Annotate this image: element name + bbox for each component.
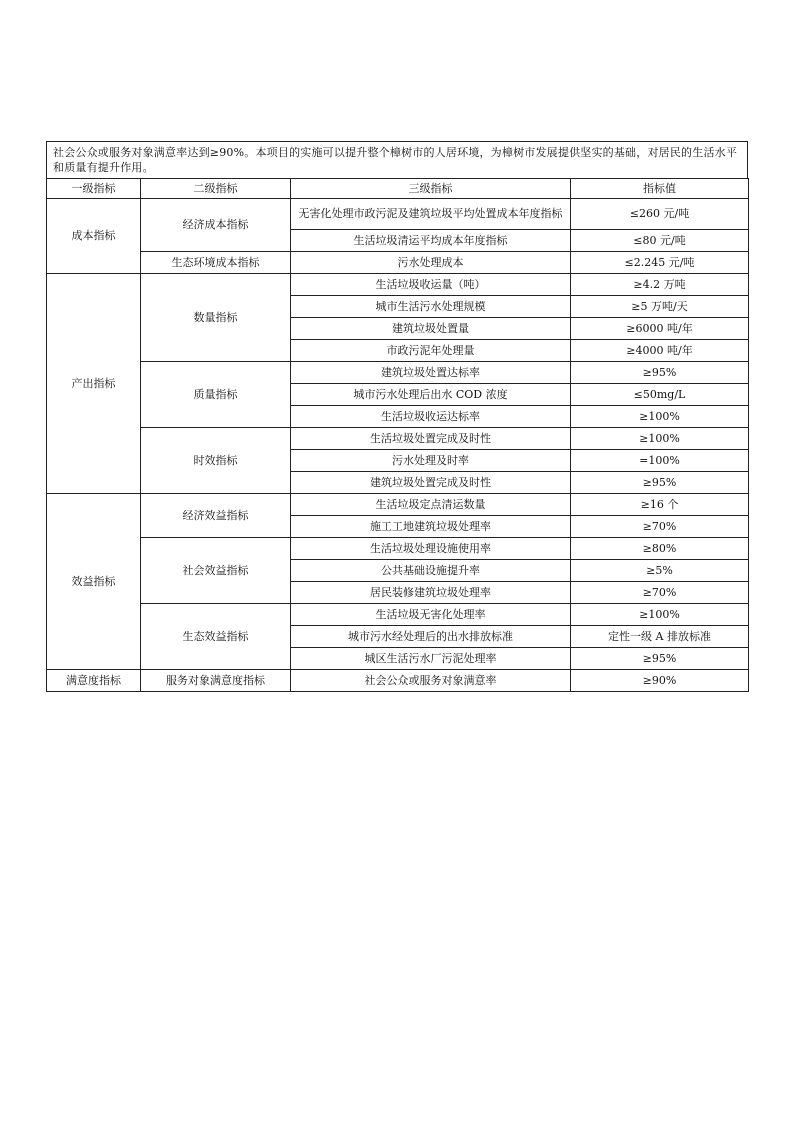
value-cell: ≤80 元/吨: [571, 230, 749, 252]
level2-econ-benefit: 经济效益指标: [141, 494, 291, 538]
table-row: [47, 538, 749, 560]
value-cell: ≥95%: [571, 472, 749, 494]
value-cell: ≥16 个: [571, 494, 749, 516]
table-row: [47, 670, 749, 692]
metric-cell: 社会公众或服务对象满意率: [291, 670, 571, 692]
value-cell: =100%: [571, 450, 749, 472]
header-level3: 三级指标: [291, 179, 571, 199]
level2-quality: 质量指标: [141, 362, 291, 428]
metric-cell: 公共基础设施提升率: [291, 560, 571, 582]
value-cell: ≥70%: [571, 582, 749, 604]
table-header-row: [47, 179, 749, 199]
level2-eco-cost: 生态环境成本指标: [141, 252, 291, 274]
metric-cell: 城区生活污水厂污泥处理率: [291, 648, 571, 670]
value-cell: ≤50mg/L: [571, 384, 749, 406]
metric-cell: 建筑垃圾处置量: [291, 318, 571, 340]
indicator-table: [46, 178, 749, 692]
level2-eco-benefit: 生态效益指标: [141, 604, 291, 670]
value-cell: ≥5%: [571, 560, 749, 582]
header-level1: 一级指标: [47, 179, 141, 199]
value-cell: ≥70%: [571, 516, 749, 538]
value-cell: ≤260 元/吨: [571, 199, 749, 230]
value-cell: ≥80%: [571, 538, 749, 560]
value-cell: ≥95%: [571, 362, 749, 384]
table-row: [47, 252, 749, 274]
table-row: [47, 428, 749, 450]
value-cell: ≥90%: [571, 670, 749, 692]
header-level2: 二级指标: [141, 179, 291, 199]
level2-timeliness: 时效指标: [141, 428, 291, 494]
value-cell: ≤2.245 元/吨: [571, 252, 749, 274]
metric-cell: 生活垃圾清运平均成本年度指标: [291, 230, 571, 252]
level2-service-satisfaction: 服务对象满意度指标: [141, 670, 291, 692]
metric-cell: 城市生活污水处理规模: [291, 296, 571, 318]
value-cell: ≥5 万吨/天: [571, 296, 749, 318]
value-cell: ≥95%: [571, 648, 749, 670]
intro-paragraph: 社会公众或服务对象满意率达到≥90%。本项目的实施可以提升整个樟树市的人居环境，为樟树市发展提供坚实的基础，对居民的生活水平和质量有提升作用。: [46, 141, 748, 178]
level1-benefit: 效益指标: [47, 494, 141, 670]
table-row: [47, 199, 749, 230]
metric-cell: 建筑垃圾处置达标率: [291, 362, 571, 384]
table-row: [47, 494, 749, 516]
metric-cell: 生活垃圾收运达标率: [291, 406, 571, 428]
value-cell: 定性一级 A 排放标准: [571, 626, 749, 648]
value-cell: ≥4.2 万吨: [571, 274, 749, 296]
metric-cell: 建筑垃圾处置完成及时性: [291, 472, 571, 494]
value-cell: ≥100%: [571, 428, 749, 450]
level2-social-benefit: 社会效益指标: [141, 538, 291, 604]
metric-cell: 生活垃圾处理设施使用率: [291, 538, 571, 560]
metric-cell: 市政污泥年处理量: [291, 340, 571, 362]
metric-cell: 污水处理及时率: [291, 450, 571, 472]
level2-econ-cost: 经济成本指标: [141, 199, 291, 252]
metric-cell: 生活垃圾收运量（吨）: [291, 274, 571, 296]
metric-cell: 城市污水经处理后的出水排放标准: [291, 626, 571, 648]
metric-cell: 施工工地建筑垃圾处理率: [291, 516, 571, 538]
value-cell: ≥100%: [571, 406, 749, 428]
table-row: [47, 362, 749, 384]
metric-cell: 生活垃圾处置完成及时性: [291, 428, 571, 450]
table-row: [47, 604, 749, 626]
table-row: [47, 274, 749, 296]
metric-cell: 生活垃圾无害化处理率: [291, 604, 571, 626]
header-value: 指标值: [571, 179, 749, 199]
level1-output: 产出指标: [47, 274, 141, 494]
metric-cell: 居民装修建筑垃圾处理率: [291, 582, 571, 604]
metric-cell: 生活垃圾定点清运数量: [291, 494, 571, 516]
level1-cost: 成本指标: [47, 199, 141, 274]
metric-cell: 污水处理成本: [291, 252, 571, 274]
value-cell: ≥100%: [571, 604, 749, 626]
value-cell: ≥6000 吨/年: [571, 318, 749, 340]
value-cell: ≥4000 吨/年: [571, 340, 749, 362]
performance-indicator-document: [46, 141, 748, 692]
metric-cell: 无害化处理市政污泥及建筑垃圾平均处置成本年度指标: [291, 199, 571, 230]
metric-cell: 城市污水处理后出水 COD 浓度: [291, 384, 571, 406]
level2-quantity: 数量指标: [141, 274, 291, 362]
level1-satisfaction: 满意度指标: [47, 670, 141, 692]
